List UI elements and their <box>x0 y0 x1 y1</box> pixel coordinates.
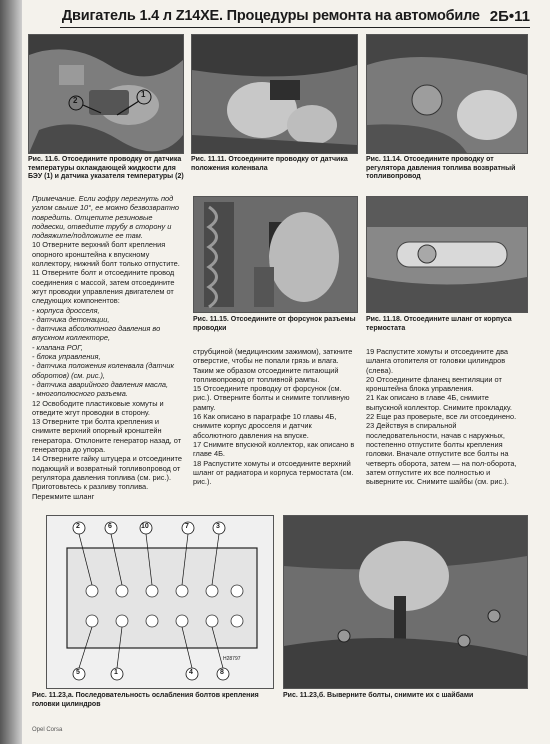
paragraph-11: 11 Отверните болт и отсоедините провод соединения с массой, затем отсоедините жгут проводки управления двигателем от следующих компонентов: <box>32 268 175 306</box>
figure-11-15-photo <box>193 196 358 313</box>
diagram-label-bottom: 8 <box>220 669 224 676</box>
figure-11-14-caption: Рис. 11.14. Отсоедините проводку от регулятора давления топлива возвратный топливопровод <box>366 156 516 180</box>
diagram-label-top: 6 <box>108 523 112 530</box>
list-item: - многополюсного разъема. <box>32 389 128 399</box>
list-item: - датчика аварийного давления масла, <box>32 379 169 389</box>
diagram-label-top: 2 <box>76 523 80 530</box>
figure-11-23b-caption: Рис. 11.23,б. Выверните болты, снимите их с шайбами <box>283 692 474 699</box>
diagram-label-top: 10 <box>141 523 149 530</box>
paragraph-17: 17 Снимите впускной коллектор, как описано в главе 4Б. <box>193 439 355 459</box>
list-item: - корпуса дросселя, <box>32 305 100 315</box>
figure-11-14-photo <box>366 34 528 154</box>
page-header <box>60 5 530 28</box>
diagram-label-bottom: 5 <box>76 669 80 676</box>
text-column-3 <box>366 347 526 486</box>
paragraph-note: Примечание. Если гофру перегнуть под углом свыше 10°, ее можно безвозвратно повредить. Отцепите резиновые подвески, отведите трубу в сторону и подвяжите/подложите ее там. <box>32 194 180 241</box>
paragraph-21: 21 Как описано в главе 4Б, снимите выпускной коллектор. Снимите прокладку. <box>366 393 512 412</box>
list-item: - клапана РОГ, <box>32 342 83 352</box>
diagram-label-bottom: 1 <box>114 669 118 676</box>
page-number: 2Б•11 <box>489 7 530 25</box>
figure-11-11-caption: Рис. 11.11. Отсоедините проводку от датчика положения коленвала <box>191 156 348 172</box>
paragraph-continued: струбциной (медицинским зажимом), заткните отверстие, чтобы не попали грязь и влага. Таким же образом отсоедините питающий топливопровод от топливной рампы. <box>193 347 353 384</box>
figure-11-23b-photo <box>283 515 528 689</box>
book-spine-shadow <box>0 0 22 744</box>
paragraph-16: 16 Как описано в параграфе 10 главы 4Б, снимите корпус дросселя и датчик абсолютного давления на впуске. <box>193 412 337 440</box>
figure-callout-1: 1 <box>141 90 146 99</box>
figure-11-6-caption: Рис. 11.6. Отсоедините проводку от датчика температуры охлаждающей жидкости для БЭУ (1) и датчика указателя температуры (2) <box>28 156 184 180</box>
text-column-1 <box>32 194 184 501</box>
figure-11-11-photo <box>191 34 358 154</box>
paragraph-13: 13 Отверните три болта крепления и снимите верхний опорный кронштейн генератора. Отклоните генератор назад, от генератора до упора. <box>32 417 182 455</box>
paragraph-10: 10 Отверните верхний болт крепления опорного кронштейна к впускному коллектору, нижний болт только отпустите. <box>32 240 180 269</box>
figure-11-23a-caption: Рис. 11.23,а. Последовательность ослабления болтов крепления головки цилиндров <box>32 692 259 708</box>
figure-11-15-caption: Рис. 11.15. Отсоедините от форсунок разъемы проводки <box>193 316 356 332</box>
paragraph-12: 12 Освободите пластиковые хомуты и отведите жгут проводки в сторону. <box>32 398 164 417</box>
list-item: - датчика абсолютного давления во впускном коллекторе, <box>32 324 161 343</box>
footer-brand: Opel Corsa <box>32 727 63 733</box>
list-item: - блока управления, <box>32 352 101 362</box>
figure-11-18-photo <box>366 196 528 313</box>
figure-11-6-photo <box>28 34 184 154</box>
paragraph-23: 23 Действуя в спиральной последовательности, начав с наружных, постепенно отпустите болты крепления головки. Вначале отпустите все болты на четверть оборота, затем — на пол-оборота, затем отпустите их все полностью и выверните их. Снимите шайбы (см. рис.). <box>366 421 517 487</box>
figure-callout-2: 2 <box>73 96 78 105</box>
paragraph-22: 22 Еще раз проверьте, все ли отсоединено. <box>366 412 517 422</box>
paragraph-15: 15 Отсоедините проводку от форсунок (см. рис.). Отверните болты и снимите топливную рампу. <box>193 384 350 412</box>
paragraph-18: 18 Распустите хомуты и отсоедините верхний шланг от радиатора и корпуса термостата (см. рис.). <box>193 458 354 487</box>
paragraph-20: 20 Отсоедините фланец вентиляции от кронштейна блока управления. <box>366 374 502 394</box>
list-item: - датчика положения коленвала (датчик оборотов) (см. рис.), <box>32 361 175 380</box>
paragraph-19: 19 Распустите хомуты и отсоедините два шланга отопителя от головки цилиндров (слева). <box>366 347 509 375</box>
diagram-label-bottom: 4 <box>189 669 193 676</box>
diagram-label-top: 7 <box>185 523 189 530</box>
diagram-label-top: 3 <box>216 523 220 530</box>
text-column-2 <box>193 347 356 486</box>
paragraph-14: 14 Отверните гайку штуцера и отсоедините подающий и возвратный топливопровод от регулятора давления топлива (см. рис.). Приготовьтесь к разливу топлива. Пережмите шланг <box>32 454 182 501</box>
page-title: Двигатель 1.4 л Z14XE. Процедуры ремонта на автомобиле <box>61 8 480 24</box>
figure-11-23a-diagram <box>46 515 274 689</box>
diagram-code: H28797 <box>223 656 241 662</box>
figure-11-18-caption: Рис. 11.18. Отсоедините шланг от корпуса термостата <box>366 316 512 332</box>
list-item: - датчика детонации, <box>32 314 110 324</box>
